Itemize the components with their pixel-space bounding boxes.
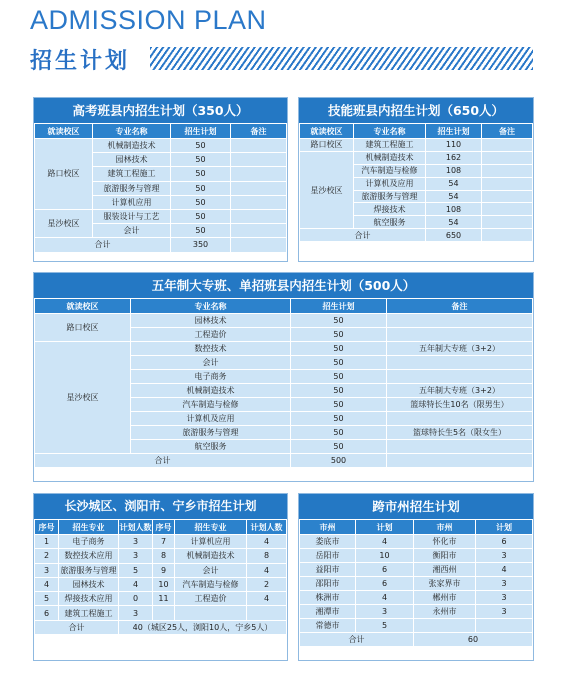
index-cell: 2 — [35, 549, 59, 563]
city-cell — [414, 619, 476, 633]
col-header: 就读校区 — [35, 124, 93, 139]
header-hatch-decoration — [150, 47, 533, 70]
note-cell — [387, 440, 533, 454]
plan-cell: 4 — [247, 563, 287, 577]
total-label: 合计 — [300, 633, 414, 647]
plan-cell: 6 — [356, 577, 414, 591]
note-cell — [231, 238, 287, 252]
total-label: 合计 — [35, 238, 171, 252]
major-cell: 旅游服务与管理 — [59, 563, 119, 577]
table-header-row — [35, 520, 287, 535]
note-cell — [231, 224, 287, 238]
plan-cell: 3 — [476, 577, 533, 591]
major-cell — [175, 606, 247, 620]
plan-cell: 50 — [291, 370, 387, 384]
plan-cell: 50 — [171, 195, 231, 209]
note-cell — [482, 190, 533, 203]
note-cell: 篮球特长生10名（限男生） — [387, 398, 533, 412]
campus-cell: 路口校区 — [35, 314, 131, 342]
major-cell: 计算机应用 — [175, 535, 247, 549]
note-cell — [231, 181, 287, 195]
total-value: 40（城区25人，浏阳10人，宁乡5人） — [119, 620, 287, 634]
table-row — [300, 535, 533, 549]
city-cell: 娄底市 — [300, 535, 356, 549]
col-header: 序号 — [35, 520, 59, 535]
major-cell: 计算机及应用 — [131, 412, 291, 426]
table-row — [300, 619, 533, 633]
major-cell: 汽车制造与检修 — [131, 398, 291, 412]
col-header: 备注 — [482, 124, 533, 139]
plan-cell: 3 — [119, 535, 153, 549]
plan-cell: 110 — [426, 139, 482, 152]
table-row — [35, 209, 287, 223]
table-row — [35, 314, 533, 328]
plan-cell: 50 — [291, 356, 387, 370]
index-cell: 9 — [153, 563, 175, 577]
major-cell: 园林技术 — [131, 314, 291, 328]
total-value: 500 — [291, 454, 387, 468]
major-cell: 建筑工程施工 — [59, 606, 119, 620]
plan-cell: 50 — [291, 426, 387, 440]
index-cell: 6 — [35, 606, 59, 620]
plan-cell: 4 — [247, 592, 287, 606]
col-header: 招生专业 — [59, 520, 119, 535]
plan-cell: 5 — [356, 619, 414, 633]
major-cell: 机械制造技术 — [93, 139, 171, 153]
col-header: 专业名称 — [131, 299, 291, 314]
col-header: 专业名称 — [93, 124, 171, 139]
note-cell: 五年制大专班（3+2） — [387, 342, 533, 356]
table-row — [35, 563, 287, 577]
note-cell — [482, 139, 533, 152]
major-cell: 机械制造技术 — [175, 549, 247, 563]
col-header: 招生专业 — [175, 520, 247, 535]
table-header-row — [300, 520, 533, 535]
table-row — [300, 151, 533, 164]
panel-title: 跨市州招生计划 — [299, 494, 533, 519]
plan-cell: 5 — [119, 563, 153, 577]
major-cell: 旅游服务与管理 — [131, 426, 291, 440]
note-cell — [387, 314, 533, 328]
city-cell: 岳阳市 — [300, 549, 356, 563]
plan-cell: 50 — [291, 314, 387, 328]
campus-cell: 路口校区 — [35, 139, 93, 210]
plan-cell: 50 — [171, 139, 231, 153]
table-row — [300, 591, 533, 605]
city-cell: 湘西州 — [414, 563, 476, 577]
index-cell — [153, 606, 175, 620]
table-total-row — [35, 454, 533, 468]
col-header: 就读校区 — [300, 124, 354, 139]
plan-cell: 4 — [356, 535, 414, 549]
note-cell — [387, 370, 533, 384]
major-cell: 会计 — [131, 356, 291, 370]
index-cell: 10 — [153, 577, 175, 591]
city-cell: 张家界市 — [414, 577, 476, 591]
major-cell: 航空服务 — [354, 216, 426, 229]
campus-cell: 星沙校区 — [35, 342, 131, 454]
major-cell: 会计 — [93, 224, 171, 238]
major-cell: 机械制造技术 — [131, 384, 291, 398]
index-cell: 11 — [153, 592, 175, 606]
index-cell: 1 — [35, 535, 59, 549]
note-cell — [482, 229, 533, 242]
city-cell: 郴州市 — [414, 591, 476, 605]
header-title-en: ADMISSION PLAN — [30, 5, 267, 35]
plan-cell: 3 — [119, 606, 153, 620]
major-cell: 数控技术应用 — [59, 549, 119, 563]
plan-cell: 4 — [247, 535, 287, 549]
total-value: 350 — [171, 238, 231, 252]
panel-five-year-plan — [33, 272, 534, 482]
major-cell: 机械制造技术 — [354, 151, 426, 164]
campus-cell: 星沙校区 — [35, 209, 93, 237]
plan-cell: 0 — [119, 592, 153, 606]
five-year-plan-table — [34, 298, 533, 468]
col-header: 备注 — [387, 299, 533, 314]
plan-cell: 108 — [426, 164, 482, 177]
plan-cell: 3 — [119, 549, 153, 563]
city-cell: 常德市 — [300, 619, 356, 633]
plan-cell: 50 — [291, 440, 387, 454]
plan-cell: 6 — [356, 563, 414, 577]
panel-title: 高考班县内招生计划（350人） — [34, 98, 287, 123]
col-header: 就读校区 — [35, 299, 131, 314]
plan-cell: 50 — [171, 167, 231, 181]
city-cell: 怀化市 — [414, 535, 476, 549]
total-label: 合计 — [35, 620, 119, 634]
major-cell: 旅游服务与管理 — [93, 181, 171, 195]
plan-cell: 50 — [291, 384, 387, 398]
plan-cell: 3 — [476, 605, 533, 619]
col-header: 计划 — [476, 520, 533, 535]
city-cell: 永州市 — [414, 605, 476, 619]
skills-plan-table — [299, 123, 533, 242]
total-value: 60 — [414, 633, 533, 647]
note-cell — [231, 209, 287, 223]
table-row — [35, 606, 287, 620]
table-total-row — [300, 633, 533, 647]
campus-cell: 星沙校区 — [300, 151, 354, 228]
col-header: 备注 — [231, 124, 287, 139]
col-header: 市州 — [414, 520, 476, 535]
plan-cell: 8 — [247, 549, 287, 563]
major-cell: 园林技术 — [59, 577, 119, 591]
major-cell: 汽车制造与检修 — [354, 164, 426, 177]
plan-cell: 4 — [119, 577, 153, 591]
index-cell: 3 — [35, 563, 59, 577]
plan-cell: 4 — [476, 563, 533, 577]
major-cell: 数控技术 — [131, 342, 291, 356]
plan-cell: 4 — [356, 591, 414, 605]
major-cell: 园林技术 — [93, 153, 171, 167]
panel-title: 长沙城区、浏阳市、宁乡市招生计划 — [34, 494, 287, 519]
note-cell — [482, 151, 533, 164]
major-cell: 计算机应用 — [93, 195, 171, 209]
gaokao-plan-table — [34, 123, 287, 253]
plan-cell: 2 — [247, 577, 287, 591]
note-cell: 五年制大专班（3+2） — [387, 384, 533, 398]
table-header-row — [35, 124, 287, 139]
note-cell — [231, 167, 287, 181]
city-cell: 衡阳市 — [414, 549, 476, 563]
plan-cell — [247, 606, 287, 620]
plan-cell: 3 — [476, 591, 533, 605]
panel-gaokao-plan — [33, 97, 288, 262]
plan-cell: 10 — [356, 549, 414, 563]
note-cell — [482, 203, 533, 216]
plan-cell: 108 — [426, 203, 482, 216]
major-cell: 电子商务 — [59, 535, 119, 549]
major-cell: 航空服务 — [131, 440, 291, 454]
table-total-row — [300, 229, 533, 242]
changsha-plan-table — [34, 519, 287, 635]
plan-cell: 54 — [426, 177, 482, 190]
plan-cell — [476, 619, 533, 633]
panel-cross-city-plan — [298, 493, 534, 661]
col-header: 计划人数 — [119, 520, 153, 535]
plan-cell: 6 — [476, 535, 533, 549]
major-cell: 会计 — [175, 563, 247, 577]
table-row — [300, 563, 533, 577]
major-cell: 建筑工程施工 — [93, 167, 171, 181]
note-cell — [231, 153, 287, 167]
major-cell: 计算机及应用 — [354, 177, 426, 190]
note-cell — [387, 356, 533, 370]
plan-cell: 50 — [291, 412, 387, 426]
plan-cell: 3 — [476, 549, 533, 563]
table-row — [300, 139, 533, 152]
major-cell: 工程造价 — [175, 592, 247, 606]
table-row — [300, 577, 533, 591]
plan-cell: 50 — [171, 181, 231, 195]
table-row — [35, 549, 287, 563]
plan-cell: 3 — [356, 605, 414, 619]
plan-cell: 50 — [171, 224, 231, 238]
table-row — [35, 577, 287, 591]
col-header: 计划人数 — [247, 520, 287, 535]
col-header: 招生计划 — [291, 299, 387, 314]
major-cell: 电子商务 — [131, 370, 291, 384]
col-header: 市州 — [300, 520, 356, 535]
plan-cell: 50 — [291, 342, 387, 356]
panel-skills-plan — [298, 97, 534, 262]
campus-cell: 路口校区 — [300, 139, 354, 152]
city-cell: 邵阳市 — [300, 577, 356, 591]
table-row — [300, 605, 533, 619]
col-header: 序号 — [153, 520, 175, 535]
panel-title: 五年制大专班、单招班县内招生计划（500人） — [34, 273, 533, 298]
index-cell: 4 — [35, 577, 59, 591]
city-cell: 益阳市 — [300, 563, 356, 577]
major-cell: 工程造价 — [131, 328, 291, 342]
note-cell — [387, 454, 533, 468]
total-value: 650 — [426, 229, 482, 242]
city-cell: 株洲市 — [300, 591, 356, 605]
major-cell: 汽车制造与检修 — [175, 577, 247, 591]
col-header: 招生计划 — [426, 124, 482, 139]
note-cell — [231, 195, 287, 209]
plan-cell: 162 — [426, 151, 482, 164]
major-cell: 服装设计与工艺 — [93, 209, 171, 223]
total-label: 合计 — [35, 454, 291, 468]
index-cell: 8 — [153, 549, 175, 563]
major-cell: 焊接技术 — [354, 203, 426, 216]
cross-city-plan-table — [299, 519, 533, 647]
table-row — [35, 535, 287, 549]
note-cell — [387, 328, 533, 342]
note-cell — [482, 177, 533, 190]
major-cell: 旅游服务与管理 — [354, 190, 426, 203]
panel-title: 技能班县内招生计划（650人） — [299, 98, 533, 123]
table-row — [35, 592, 287, 606]
plan-cell: 50 — [171, 153, 231, 167]
header-title-cn: 招生计划 — [30, 49, 131, 74]
plan-cell: 54 — [426, 216, 482, 229]
note-cell — [482, 216, 533, 229]
note-cell — [387, 412, 533, 426]
table-header-row — [300, 124, 533, 139]
major-cell: 焊接技术应用 — [59, 592, 119, 606]
note-cell: 篮球特长生5名（限女生） — [387, 426, 533, 440]
note-cell — [482, 164, 533, 177]
plan-cell: 50 — [171, 209, 231, 223]
total-label: 合计 — [300, 229, 426, 242]
col-header: 招生计划 — [171, 124, 231, 139]
note-cell — [231, 139, 287, 153]
index-cell: 5 — [35, 592, 59, 606]
index-cell: 7 — [153, 535, 175, 549]
plan-cell: 50 — [291, 398, 387, 412]
table-total-row — [35, 238, 287, 252]
plan-cell: 54 — [426, 190, 482, 203]
table-header-row — [35, 299, 533, 314]
major-cell: 建筑工程施工 — [354, 139, 426, 152]
panel-changsha-plan — [33, 493, 288, 661]
table-row — [300, 549, 533, 563]
table-row — [35, 139, 287, 153]
col-header: 专业名称 — [354, 124, 426, 139]
city-cell: 湘潭市 — [300, 605, 356, 619]
plan-cell: 50 — [291, 328, 387, 342]
table-total-row — [35, 620, 287, 634]
col-header: 计划 — [356, 520, 414, 535]
table-row — [35, 342, 533, 356]
